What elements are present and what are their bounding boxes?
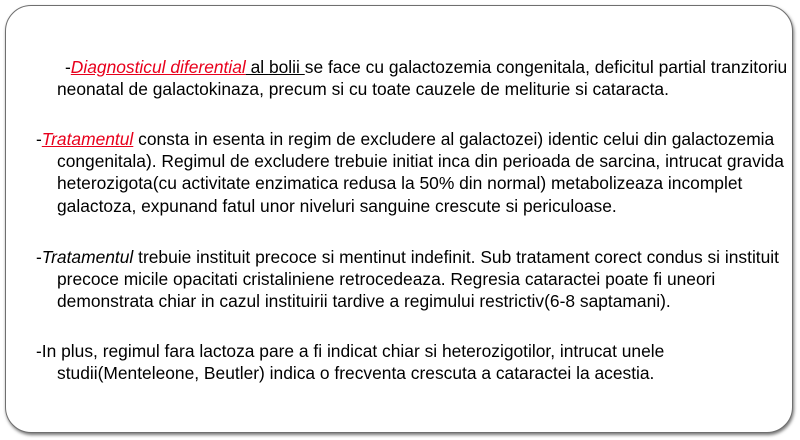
dash-2: - [36,129,42,149]
paragraph-diagnostic [36,56,799,100]
treatment-duration-body: trebuie instituit precoce si mentinut indefinit. Sub tratament corect condus si instituit precoce micile opacitati cristaliniene retrocedeaza. Regresia cataractei poate fi uneori demonstrata chiar in cazul instituirii tardive a regimului restrictiv(6-8 saptamani). [57,247,780,312]
treatment-body: consta in esenta in regim de excludere al galactozei) identic celui din galactozemia congenitala). Regimul de excludere trebuie initiat inca din perioada de sarcina, intrucat gravida heterozigota(cu activitate enzimatica redusa la 50% din normal) metabolizeaza incomplet galactoza, expunand fatul unor niveluri sanguine crescute si periculoase. [57,129,784,216]
paragraph-heterozygotes [36,340,799,384]
italic-treatment: Tratamentul [41,247,134,267]
heterozygotes-text: -In plus, regimul fara lactoza pare a fi indicat chiar si heterozigotilor, intrucat unele studii(Menteleone, Beutler) indica o frecventa crescuta a cataractei la acestia. [36,341,665,384]
connector-al: al [245,57,269,77]
dash-3: - [36,247,42,267]
dash-1: - [65,57,71,77]
slide-frame [5,5,793,433]
highlight-diagnostic: Diagnosticul diferential [70,57,246,77]
paragraph-treatment [36,128,799,217]
highlight-treatment: Tratamentul [41,129,134,149]
diagnostic-body: se face cu galactozemia congenitala, deficitul partial tranzitoriu neonatal de galactokinaza, precum si cu toate cauzele de meliturie si cataracta. [57,57,788,100]
paragraph-treatment-duration [36,246,799,313]
underlined-bolii: bolii [268,57,305,77]
